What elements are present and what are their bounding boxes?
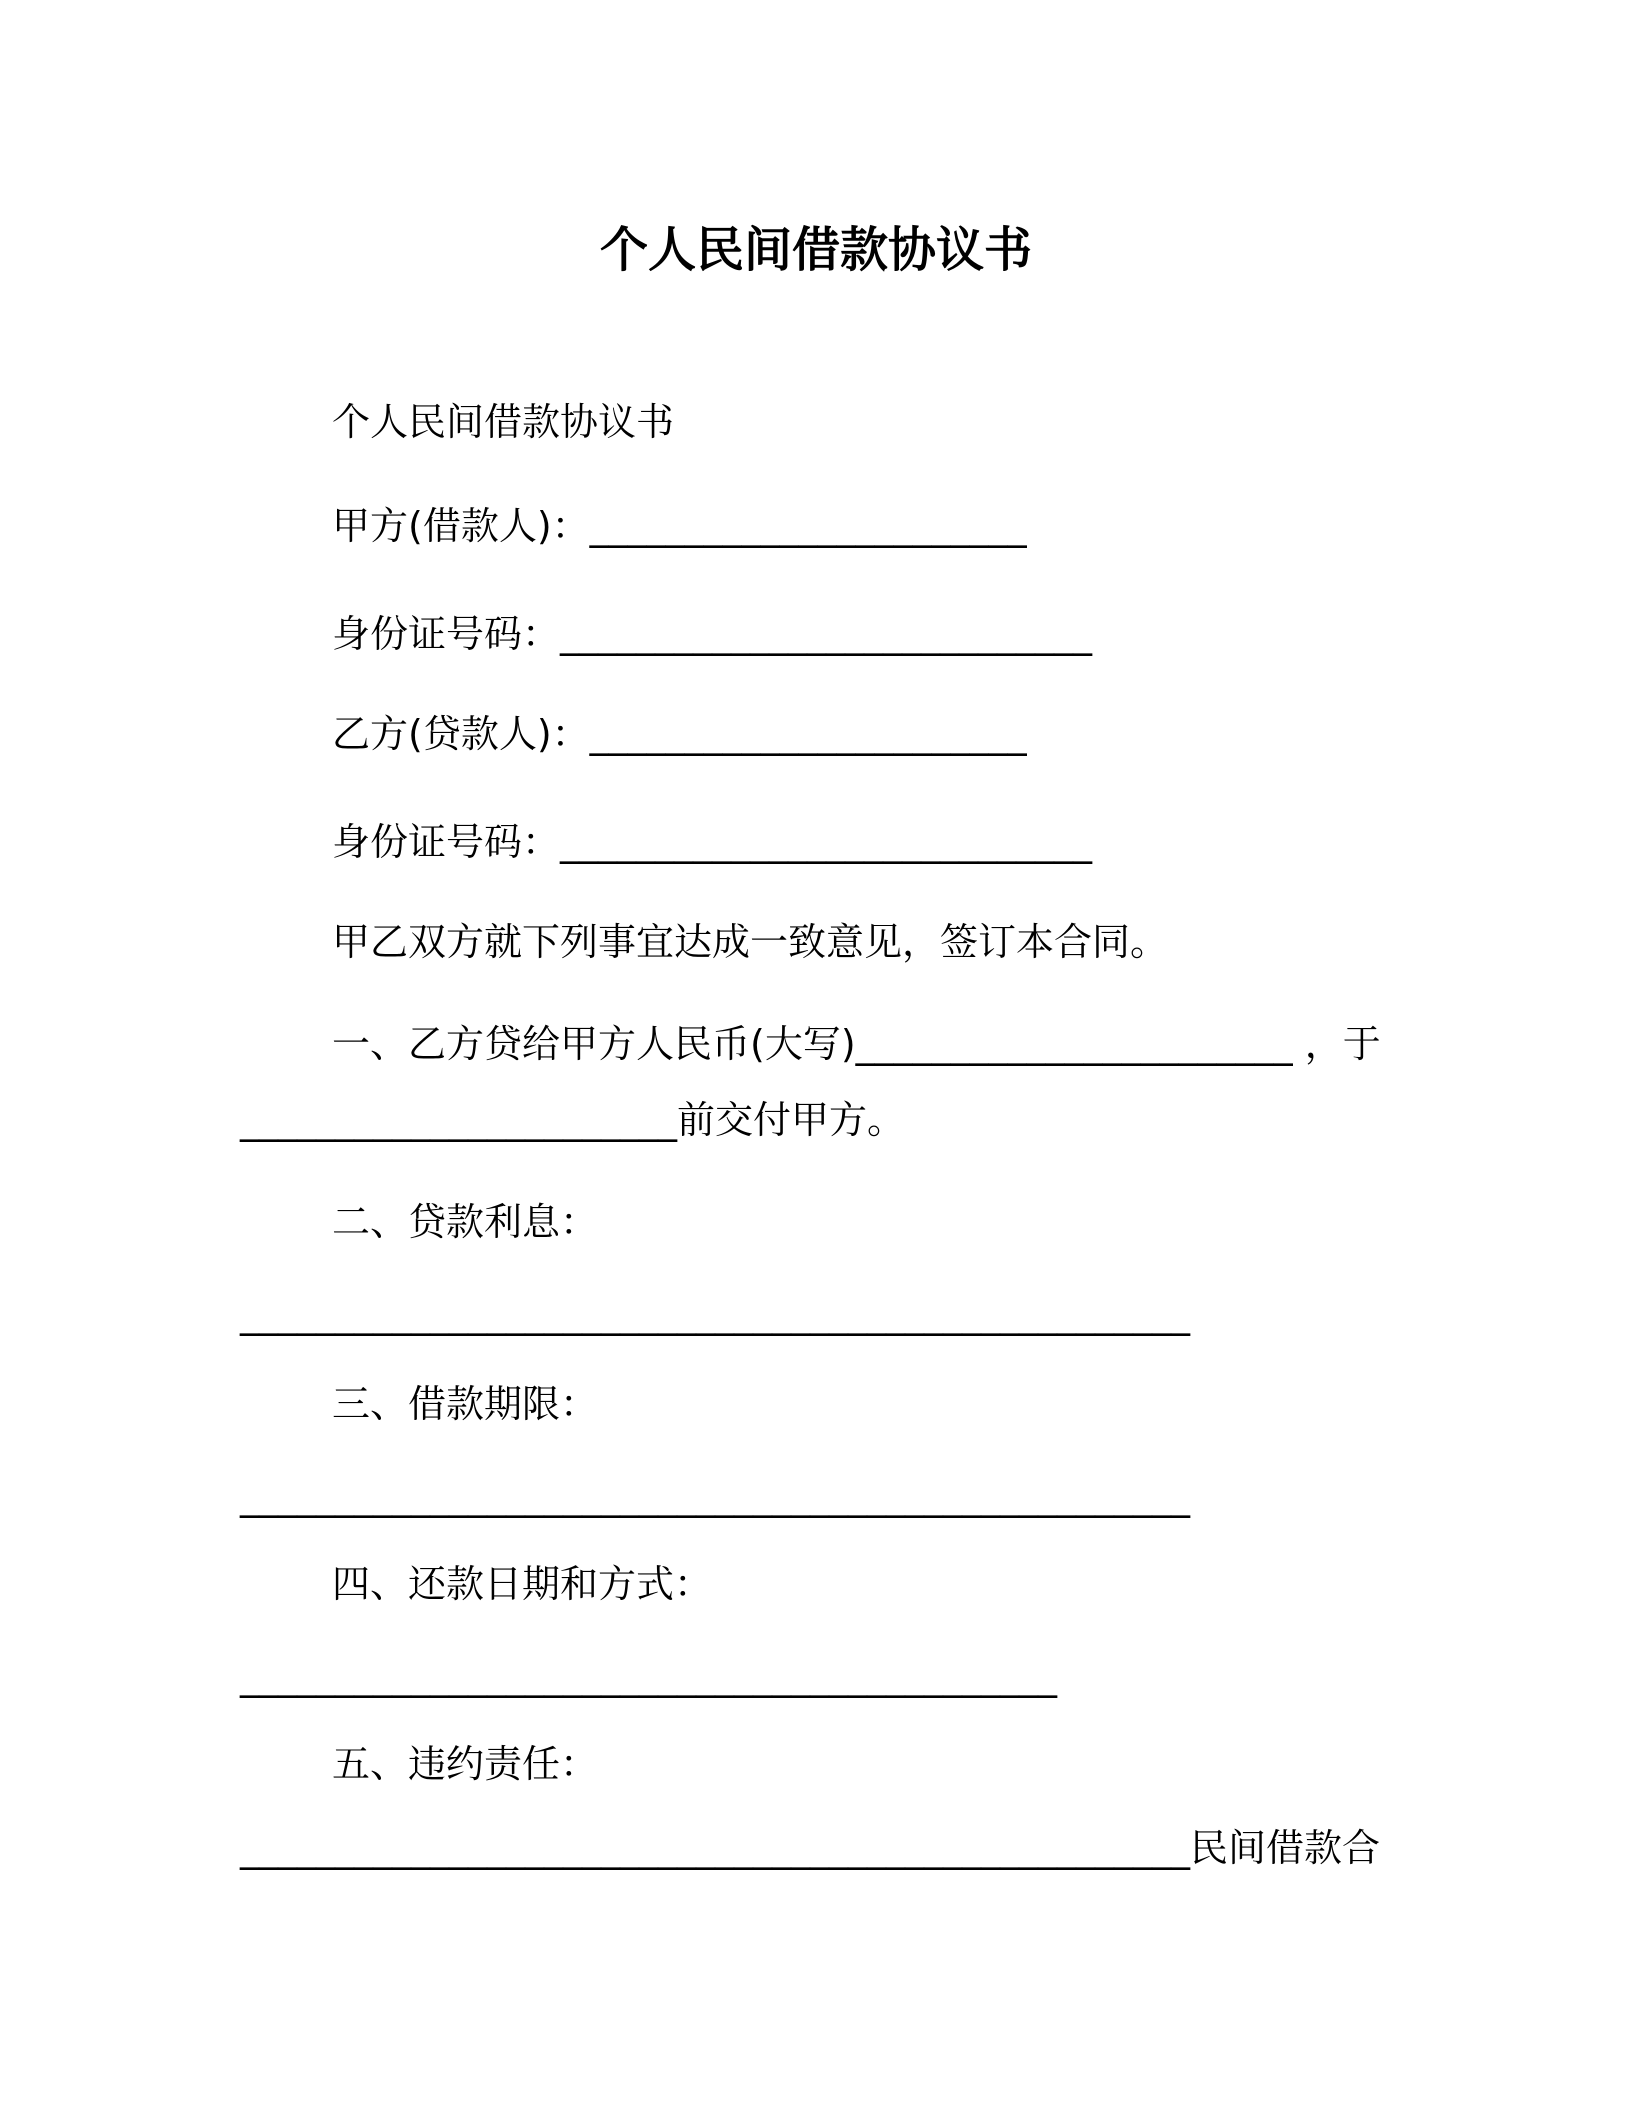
clause-1-line-1: 一、乙方贷给甲方人民币(大写)_______________________ ，于 (332, 1022, 1381, 1066)
clause-5-heading: 五、违约责任： (332, 1742, 599, 1786)
party-b-line: 乙方(贷款人)：_______________________ (332, 712, 1027, 756)
clause-3-heading: 三、借款期限： (332, 1382, 599, 1426)
agreement-intro: 甲乙双方就下列事宜达成一致意见，签订本合同。 (332, 920, 1169, 964)
clause-3-blank: __________________________________________________ (240, 1474, 1190, 1518)
document-subtitle: 个人民间借款协议书 (332, 400, 675, 444)
clause-5-blank: __________________________________________________民间借款合 (240, 1826, 1381, 1870)
document-title: 个人民间借款协议书 (599, 222, 1032, 278)
clause-2-blank: __________________________________________________ (240, 1292, 1190, 1336)
party-a-id-line: 身份证号码：____________________________ (332, 612, 1093, 656)
party-b-id-line: 身份证号码：____________________________ (332, 820, 1093, 864)
clause-1-line-2: _______________________前交付甲方。 (240, 1098, 906, 1142)
clause-4-heading: 四、还款日期和方式： (332, 1562, 713, 1606)
clause-4-blank: ___________________________________________ (240, 1654, 1057, 1698)
clause-2-heading: 二、贷款利息： (332, 1200, 599, 1244)
party-a-line: 甲方(借款人)：_______________________ (332, 504, 1027, 548)
